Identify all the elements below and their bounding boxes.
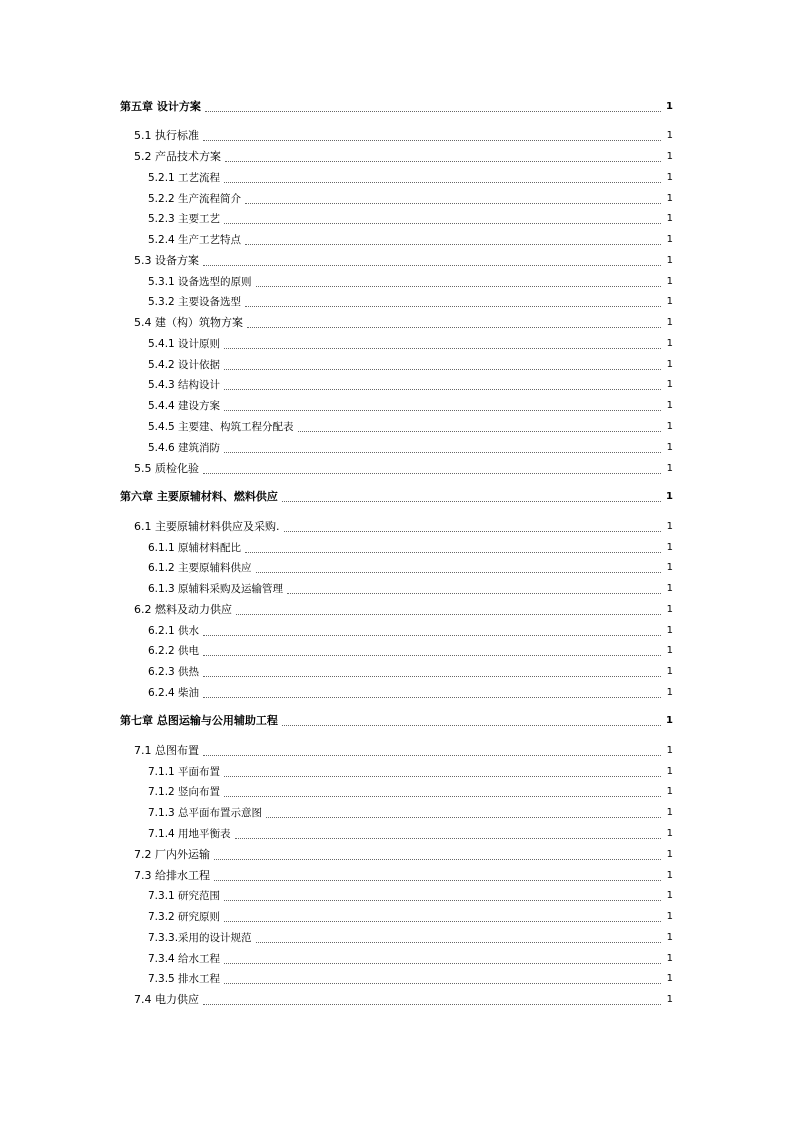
toc-entry-page: 1 — [666, 442, 673, 453]
toc-entry-page: 1 — [666, 890, 673, 901]
toc-entry[interactable] — [148, 909, 673, 925]
toc-entry-page: 1 — [666, 542, 673, 553]
dot-leader — [236, 614, 661, 615]
toc-entry-label: 7.3.2 研究原则 — [148, 911, 221, 923]
toc-entry-label: 5.4.2 设计依据 — [148, 359, 221, 371]
dot-leader — [203, 265, 661, 266]
toc-entry-label: 6.1.3 原辅料采购及运输管理 — [148, 583, 284, 595]
dot-leader — [256, 942, 661, 943]
toc-entry-label: 6.1.2 主要原辅料供应 — [148, 562, 252, 574]
dot-leader — [203, 697, 661, 698]
toc-entry[interactable] — [148, 377, 673, 393]
dot-leader — [214, 880, 661, 881]
toc-entry-label: 6.2.1 供水 — [148, 625, 200, 637]
toc-entry-label: 6.1 主要原辅材料供应及采购. — [134, 520, 280, 533]
dot-leader — [245, 244, 661, 245]
toc-entry-page: 1 — [666, 666, 673, 677]
toc-entry[interactable] — [120, 489, 673, 505]
toc-entry[interactable] — [148, 232, 673, 248]
toc-entry-label: 第七章 总图运输与公用辅助工程 — [120, 714, 278, 727]
dot-leader — [282, 501, 661, 502]
dot-leader — [245, 203, 661, 204]
toc-entry-page: 1 — [666, 786, 673, 797]
toc-entry-label: 7.1 总图布置 — [134, 744, 199, 757]
toc-entry-page: 1 — [666, 766, 673, 777]
dot-leader — [224, 369, 661, 370]
toc-entry[interactable] — [148, 888, 673, 904]
dot-leader — [203, 676, 661, 677]
dot-leader — [224, 796, 661, 797]
dot-leader — [203, 1004, 661, 1005]
toc-entry-page: 1 — [666, 463, 673, 474]
toc-entry[interactable] — [148, 784, 673, 800]
toc-entry-label: 7.1.4 用地平衡表 — [148, 828, 231, 840]
toc-entry[interactable] — [148, 211, 673, 227]
toc-entry-label: 6.2.3 供热 — [148, 666, 200, 678]
toc-entry-page: 1 — [666, 849, 673, 860]
toc-entry-label: 7.4 电力供应 — [134, 993, 199, 1006]
dot-leader — [203, 635, 661, 636]
toc-entry[interactable] — [148, 357, 673, 373]
toc-entry-label: 5.5 质检化验 — [134, 462, 199, 475]
dot-leader — [224, 921, 661, 922]
toc-entry-page: 1 — [666, 193, 673, 204]
dot-leader — [224, 348, 661, 349]
toc-entry[interactable] — [134, 743, 673, 759]
toc-entry-label: 5.3 设备方案 — [134, 254, 199, 267]
toc-entry-label: 7.1.3 总平面布置示意图 — [148, 807, 263, 819]
toc-entry[interactable] — [134, 315, 673, 331]
toc-entry-page: 1 — [666, 379, 673, 390]
dot-leader — [235, 838, 661, 839]
toc-entry-page: 1 — [666, 870, 673, 881]
toc-entry-label: 7.1.1 平面布置 — [148, 766, 221, 778]
toc-entry[interactable] — [134, 847, 673, 863]
toc-entry-page: 1 — [666, 807, 673, 818]
toc-entry-page: 1 — [666, 317, 673, 328]
toc-entry[interactable] — [148, 664, 673, 680]
dot-leader — [224, 389, 661, 390]
toc-entry[interactable] — [148, 440, 673, 456]
toc-entry-page: 1 — [666, 932, 673, 943]
dot-leader — [224, 223, 661, 224]
toc-entry[interactable] — [134, 992, 673, 1008]
toc-entry-page: 1 — [666, 521, 673, 532]
toc-entry-page: 1 — [666, 994, 673, 1005]
dot-leader — [205, 111, 661, 112]
dot-leader — [203, 140, 661, 141]
toc-entry[interactable] — [148, 274, 673, 290]
dot-leader — [266, 817, 661, 818]
toc-entry-label: 5.2.3 主要工艺 — [148, 213, 221, 225]
toc-entry-page: 1 — [666, 130, 673, 141]
toc-entry-page: 1 — [666, 255, 673, 266]
toc-entry[interactable] — [148, 191, 673, 207]
toc-entry[interactable] — [148, 930, 673, 946]
toc-entry-page: 1 — [666, 828, 673, 839]
toc-entry[interactable] — [134, 253, 673, 269]
toc-entry[interactable] — [148, 623, 673, 639]
toc-entry[interactable] — [148, 764, 673, 780]
toc-entry[interactable] — [120, 713, 673, 729]
dot-leader — [298, 431, 661, 432]
dot-leader — [224, 452, 661, 453]
toc-entry[interactable] — [134, 868, 673, 884]
toc-entry[interactable] — [134, 149, 673, 165]
toc-entry-page: 1 — [666, 645, 673, 656]
dot-leader — [224, 410, 661, 411]
toc-entry-page: 1 — [666, 491, 673, 502]
toc-entry-page: 1 — [666, 953, 673, 964]
toc-entry[interactable] — [148, 294, 673, 310]
toc-entry[interactable] — [134, 602, 673, 618]
toc-entry-label: 7.2 厂内外运输 — [134, 848, 210, 861]
dot-leader — [224, 983, 661, 984]
toc-entry-label: 5.1 执行标准 — [134, 129, 199, 142]
dot-leader — [224, 776, 661, 777]
toc-entry-page: 1 — [666, 234, 673, 245]
toc-entry-label: 7.3 给排水工程 — [134, 869, 210, 882]
toc-entry-label: 第五章 设计方案 — [120, 100, 201, 113]
dot-leader — [203, 755, 661, 756]
toc-entry-label: 5.2 产品技术方案 — [134, 150, 221, 163]
toc-entry[interactable] — [148, 336, 673, 352]
toc-entry[interactable] — [134, 128, 673, 144]
toc-entry-page: 1 — [666, 911, 673, 922]
toc-entry-label: 5.3.1 设备选型的原则 — [148, 276, 252, 288]
toc-entry-page: 1 — [666, 101, 673, 112]
dot-leader — [256, 286, 661, 287]
toc-entry[interactable] — [148, 419, 673, 435]
toc-entry-page: 1 — [666, 687, 673, 698]
toc-entry-label: 5.2.1 工艺流程 — [148, 172, 221, 184]
toc-entry-label: 5.4.5 主要建、构筑工程分配表 — [148, 421, 294, 433]
dot-leader — [224, 182, 661, 183]
toc-entry[interactable] — [148, 398, 673, 414]
toc-entry-page: 1 — [666, 151, 673, 162]
dot-leader — [203, 473, 661, 474]
dot-leader — [245, 552, 661, 553]
dot-leader — [214, 859, 661, 860]
toc-entry-label: 5.4.6 建筑消防 — [148, 442, 221, 454]
toc-entry-page: 1 — [666, 604, 673, 615]
toc-entry[interactable] — [148, 560, 673, 576]
dot-leader — [224, 900, 661, 901]
toc-entry-label: 6.2.4 柴油 — [148, 687, 200, 699]
toc-entry[interactable] — [148, 805, 673, 821]
toc-entry-label: 7.3.1 研究范围 — [148, 890, 221, 902]
toc-entry[interactable] — [148, 581, 673, 597]
dot-leader — [224, 963, 661, 964]
toc-entry-label: 6.1.1 原辅材料配比 — [148, 542, 242, 554]
toc-entry-label: 5.4.1 设计原则 — [148, 338, 221, 350]
toc-entry-label: 6.2.2 供电 — [148, 645, 200, 657]
toc-entry-label: 7.3.4 给水工程 — [148, 953, 221, 965]
dot-leader — [245, 306, 661, 307]
toc-entry-page: 1 — [666, 715, 673, 726]
toc-entry-label: 7.3.3.采用的设计规范 — [148, 932, 252, 944]
toc-entry[interactable] — [120, 99, 673, 115]
toc-entry-page: 1 — [666, 296, 673, 307]
toc-entry[interactable] — [148, 685, 673, 701]
toc-entry[interactable] — [148, 951, 673, 967]
toc-entry-label: 5.2.2 生产流程简介 — [148, 193, 242, 205]
toc-entry-label: 第六章 主要原辅材料、燃料供应 — [120, 490, 278, 503]
dot-leader — [247, 327, 661, 328]
toc-entry[interactable] — [134, 519, 673, 535]
toc-entry[interactable] — [148, 643, 673, 659]
toc-entry-page: 1 — [666, 625, 673, 636]
toc-entry-page: 1 — [666, 359, 673, 370]
toc-entry-page: 1 — [666, 583, 673, 594]
toc-entry-page: 1 — [666, 213, 673, 224]
toc-entry-page: 1 — [666, 973, 673, 984]
toc-entry-label: 5.4 建（构）筑物方案 — [134, 316, 243, 329]
dot-leader — [284, 531, 662, 532]
toc-entry[interactable] — [148, 170, 673, 186]
toc-entry-label: 7.1.2 竖向布置 — [148, 786, 221, 798]
dot-leader — [256, 572, 661, 573]
toc-entry[interactable] — [148, 826, 673, 842]
toc-entry-label: 5.3.2 主要设备选型 — [148, 296, 242, 308]
toc-entry-label: 6.2 燃料及动力供应 — [134, 603, 232, 616]
dot-leader — [282, 725, 661, 726]
toc-entry[interactable] — [134, 461, 673, 477]
toc-entry-label: 7.3.5 排水工程 — [148, 973, 221, 985]
toc-entry-page: 1 — [666, 172, 673, 183]
toc-entry-page: 1 — [666, 745, 673, 756]
toc-entry-page: 1 — [666, 421, 673, 432]
toc-entry-page: 1 — [666, 400, 673, 411]
toc-entry[interactable] — [148, 540, 673, 556]
toc-entry-label: 5.4.4 建设方案 — [148, 400, 221, 412]
toc-entry-label: 5.4.3 结构设计 — [148, 379, 221, 391]
toc-entry-label: 5.2.4 生产工艺特点 — [148, 234, 242, 246]
toc-entry-page: 1 — [666, 562, 673, 573]
toc-entry-page: 1 — [666, 338, 673, 349]
dot-leader — [203, 655, 661, 656]
dot-leader — [225, 161, 661, 162]
dot-leader — [287, 593, 661, 594]
toc-entry-page: 1 — [666, 276, 673, 287]
toc-entry[interactable] — [148, 971, 673, 987]
